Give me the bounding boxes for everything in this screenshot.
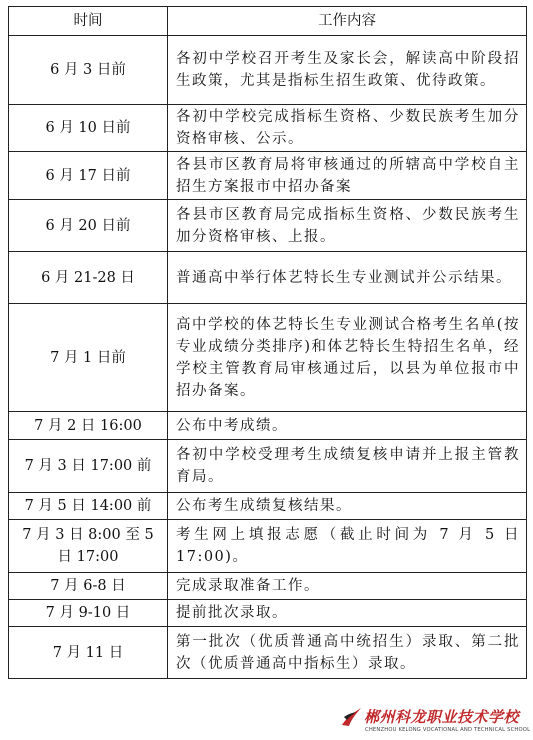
- content-cell: 各县市区教育局完成指标生资格、少数民族考生加分资格审核、上报。: [168, 200, 527, 252]
- time-cell: 7 月 1 日前: [9, 304, 168, 412]
- time-cell: 6 月 17 日前: [9, 152, 168, 200]
- content-cell: 考生网上填报志愿（截止时间为 7 月 5 日 17:00)。: [168, 520, 527, 573]
- table-row: [9, 627, 527, 679]
- school-watermark: [340, 705, 530, 737]
- table-row: [9, 152, 527, 200]
- header-content: 工作内容: [168, 7, 527, 36]
- time-cell: 7 月 3 日 8:00 至 5 日 17:00: [9, 520, 168, 573]
- content-cell: 公布考生成绩复核结果。: [168, 493, 527, 520]
- content-cell: 各县市区教育局将审核通过的所辖高中学校自主招生方案报市中招办备案: [168, 152, 527, 200]
- time-cell: 7 月 3 日 17:00 前: [9, 440, 168, 493]
- content-cell: 提前批次录取。: [168, 600, 527, 627]
- content-cell: 完成录取准备工作。: [168, 573, 527, 600]
- table-row: [9, 36, 527, 105]
- table-row: [9, 573, 527, 600]
- time-cell: 7 月 2 日 16:00: [9, 412, 168, 440]
- table-row: [9, 520, 527, 573]
- content-cell: 各初中学校受理考生成绩复核申请并上报主管教育局。: [168, 440, 527, 493]
- content-cell: 各初中学校完成指标生资格、少数民族考生加分资格审核、公示。: [168, 105, 527, 152]
- time-cell: 6 月 21-28 日: [9, 252, 168, 304]
- content-cell: 各初中学校召开考生及家长会，解读高中阶段招生政策，尤其是指标生招生政策、优待政策。: [168, 36, 527, 105]
- school-english-name: CHENZHOU KELONG VOCATIONAL AND TECHNICAL SCHOOL: [365, 727, 531, 733]
- table-row: [9, 252, 527, 304]
- table-row: [9, 200, 527, 252]
- school-logo-icon: [340, 705, 364, 729]
- table-row: [9, 493, 527, 520]
- time-cell: 7 月 6-8 日: [9, 573, 168, 600]
- table-row: [9, 600, 527, 627]
- content-cell: 公布中考成绩。: [168, 412, 527, 440]
- header-row: [9, 7, 527, 36]
- time-cell: 7 月 11 日: [9, 627, 168, 679]
- time-cell: 7 月 9-10 日: [9, 600, 168, 627]
- table-row: [9, 440, 527, 493]
- time-cell: 6 月 10 日前: [9, 105, 168, 152]
- time-cell: 7 月 5 日 14:00 前: [9, 493, 168, 520]
- school-name: 郴州科龙职业技术学校: [364, 708, 520, 726]
- table-row: [9, 304, 527, 412]
- time-cell: 6 月 20 日前: [9, 200, 168, 252]
- table-row: [9, 105, 527, 152]
- content-cell: 第一批次（优质普通高中统招生）录取、第二批次（优质普通高中指标生）录取。: [168, 627, 527, 679]
- content-cell: 普通高中举行体艺特长生专业测试并公示结果。: [168, 252, 527, 304]
- table-row: [9, 412, 527, 440]
- content-cell: 高中学校的体艺特长生专业测试合格考生名单(按专业成绩分类排序)和体艺特长生特招生名单，经学校主管教育局审核通过后，以县为单位报市中招办备案。: [168, 304, 527, 412]
- schedule-table: [8, 6, 527, 679]
- header-time: 时间: [9, 7, 168, 36]
- time-cell: 6 月 3 日前: [9, 36, 168, 105]
